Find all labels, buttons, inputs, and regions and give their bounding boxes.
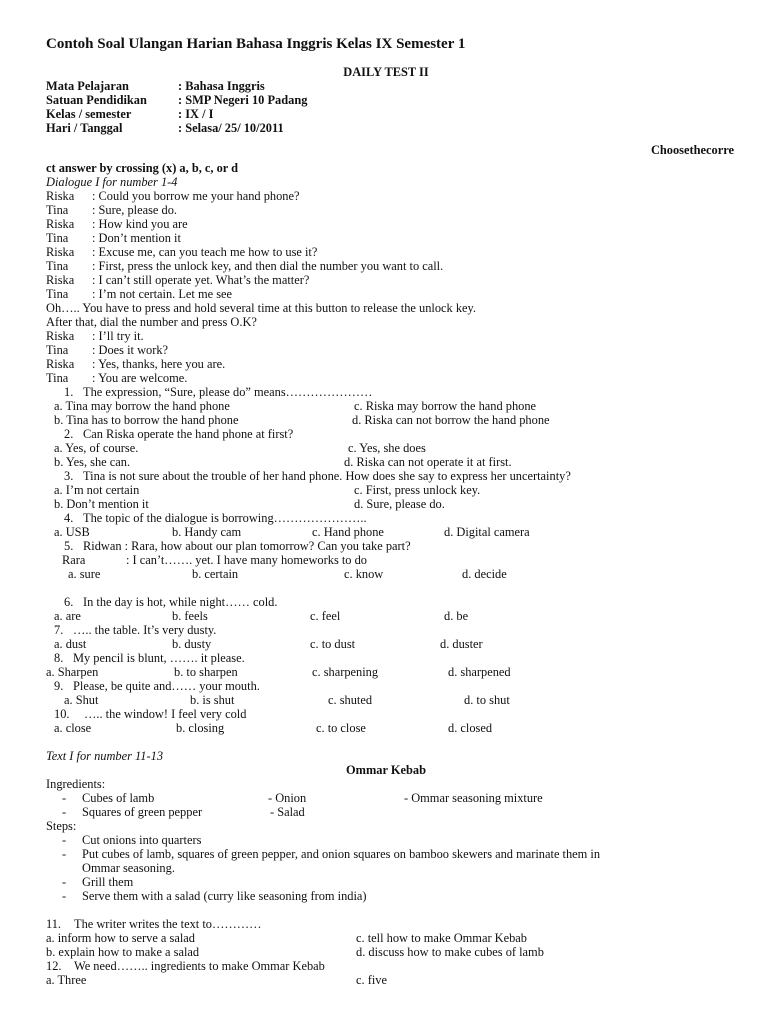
info-block [46,79,726,135]
answer-option[interactable]: c. shuted [328,693,373,707]
dialogue-line: Tina : First, press the unlock key, and then dial the number you want to call. [46,259,444,273]
answer-option[interactable]: d. discuss how to make cubes of lamb [356,945,544,959]
answer-row [46,637,726,651]
answer-row [46,567,726,581]
ingredient: Cubes of lamb [82,791,155,805]
info-row: Mata Pelajaran : Bahasa Inggris [46,79,265,93]
answer-option[interactable]: b. explain how to make a salad [46,945,200,959]
answer-option[interactable]: b. is shut [190,693,235,707]
instruction-part2: ct answer by crossing (x) a, b, c, or d [46,161,239,175]
answer-option[interactable]: b. to sharpen [174,665,238,679]
answer-row [46,497,726,511]
question-2: 2. Can Riska operate the hand phone at first? [64,427,294,441]
answer-option[interactable]: a. sure [68,567,101,581]
answer-option[interactable]: b. Tina has to borrow the hand phone [54,413,239,427]
dialogue-line: Tina : You are welcome. [46,371,188,385]
instruction-part1: Choosethecorre [650,143,734,157]
ingredient: - Salad [270,805,305,819]
answer-option[interactable]: c. sharpening [312,665,379,679]
info-row: Satuan Pendidikan : SMP Negeri 10 Padang [46,93,308,107]
question-9: 9. Please, be quite and…… your mouth. [54,679,260,693]
answer-option[interactable]: d. closed [448,721,493,735]
ingredient: Squares of green pepper [82,805,203,819]
dialogue-line: Tina : Sure, please do. [46,203,177,217]
answer-row [46,413,726,427]
dialogue-line: Riska : Could you borrow me your hand phone? [46,189,300,203]
step-item: - Cut onions into quarters [62,833,202,847]
answer-option[interactable]: c. five [356,973,387,987]
answer-option[interactable]: c. feel [310,609,341,623]
info-row: Kelas / semester : IX / I [46,107,214,121]
answer-option[interactable]: d. Sure, please do. [354,497,445,511]
answer-option[interactable]: a. inform how to serve a salad [46,931,195,945]
dialogue-line: After that, dial the number and press O.K? [46,315,257,329]
answer-option[interactable]: c. to dust [310,637,356,651]
answer-option[interactable]: a. Tina may borrow the hand phone [54,399,230,413]
answer-row [46,931,726,945]
answer-row [46,973,726,987]
step-item: - Serve them with a salad (curry like seasoning from india) [62,889,367,903]
question-8: 8. My pencil is blunt, ……. it please. [54,651,245,665]
answer-option[interactable]: a. Yes, of course. [54,441,139,455]
question-1: 1. The expression, “Sure, please do” means………………… [64,385,373,399]
ingredients-row: - Squares of green pepper - Salad [62,805,305,819]
recipe-title: Ommar Kebab [346,763,426,777]
ingredient: - Ommar seasoning mixture [404,791,543,805]
text-heading: Text I for number 11-13 [46,749,164,763]
dialogue-line: Riska : I’ll try it. [46,329,144,343]
dialogue-line: Riska : I can’t still operate yet. What’s the matter? [46,273,310,287]
question-5: 5. Ridwan : Rara, how about our plan tomorrow? Can you take part? [64,539,411,553]
answer-option[interactable]: a. close [54,721,92,735]
document-title: Contoh Soal Ulangan Harian Bahasa Inggris Kelas IX Semester 1 [46,36,466,52]
answer-option[interactable]: b. certain [192,567,239,581]
test-title: DAILY TEST II [343,65,429,79]
document-page [46,36,734,987]
answer-row [46,455,726,469]
answer-option[interactable]: d. to shut [464,693,510,707]
answer-option[interactable]: a. dust [54,637,87,651]
step-item-continued: Ommar seasoning. [82,861,175,875]
spacer [46,735,726,749]
dialogue-line: Riska : Yes, thanks, here you are. [46,357,226,371]
question-11: 11. The writer writes the text to………… [46,917,262,931]
answer-option[interactable]: d. Riska can not operate it at first. [344,455,512,469]
answer-row [46,721,726,735]
answer-option[interactable]: b. Handy cam [172,525,242,539]
answer-option[interactable]: d. decide [462,567,507,581]
answer-option[interactable]: a. Three [46,973,87,987]
answer-option[interactable]: c. Riska may borrow the hand phone [354,399,537,413]
dialogue-line: Tina : I’m not certain. Let me see [46,287,233,301]
answer-option[interactable]: c. Yes, she does [348,441,426,455]
answer-option[interactable]: c. tell how to make Ommar Kebab [356,931,528,945]
question-10: 10. ….. the window! I feel very cold [54,707,247,721]
dialogue-line: Tina : Does it work? [46,343,169,357]
answer-row [46,665,726,679]
answer-row [46,609,726,623]
ingredients-row: - Cubes of lamb - Onion - Ommar seasoning mixture [62,791,543,805]
spacer [46,903,726,917]
answer-option[interactable]: b. closing [176,721,225,735]
spacer [46,581,726,595]
answer-option[interactable]: a. Sharpen [46,665,99,679]
dialogue-line: Riska : Excuse me, can you teach me how to use it? [46,245,318,259]
step-item: - Grill them [62,875,134,889]
answer-row [46,693,726,707]
dialogue-line: Riska : How kind you are [46,217,188,231]
answer-row [46,399,726,413]
answer-option[interactable]: d. be [444,609,469,623]
info-row: Hari / Tanggal : Selasa/ 25/ 10/2011 [46,121,284,135]
question-7: 7. ….. the table. It’s very dusty. [54,623,217,637]
answer-option[interactable]: a. I’m not certain [54,483,140,497]
question-6: 6. In the day is hot, while night…… cold. [64,595,278,609]
dialogue-line: Tina : Don’t mention it [46,231,181,245]
answer-option[interactable]: a. USB [54,525,90,539]
answer-option[interactable]: d. sharpened [448,665,511,679]
answer-option[interactable]: b. feels [172,609,208,623]
step-item: - Put cubes of lamb, squares of green pepper, and onion squares on bamboo skewers and marinate them in [62,847,601,861]
answer-option[interactable]: b. dusty [172,637,212,651]
ingredient: - Onion [268,791,307,805]
answer-row [46,441,726,455]
answer-option[interactable]: d. Riska can not borrow the hand phone [352,413,550,427]
answer-row [46,945,726,959]
answer-option[interactable]: c. First, press unlock key. [354,483,481,497]
question-5-response: Rara : I can’t……. yet. I have many homeworks to do [62,553,367,567]
answer-option[interactable]: d. Digital camera [444,525,530,539]
dialogue [46,189,726,385]
answer-option[interactable]: c. to close [316,721,366,735]
answer-row [46,525,726,539]
answer-option[interactable]: b. Yes, she can. [54,455,131,469]
question-4: 4. The topic of the dialogue is borrowing………………….. [64,511,367,525]
steps-label: Steps: [46,819,77,833]
dialogue-line: Oh….. You have to press and hold several time at this button to release the unlock key. [46,301,477,315]
dialogue-heading: Dialogue I for number 1-4 [46,175,178,189]
answer-option[interactable]: a. are [54,609,81,623]
ingredients-label: Ingredients: [46,777,106,791]
answer-option[interactable]: c. know [344,567,384,581]
question-12: 12. We need…….. ingredients to make Ommar Kebab [46,959,325,973]
answer-option[interactable]: a. Shut [64,693,99,707]
answer-option[interactable]: b. Don’t mention it [54,497,149,511]
answer-option[interactable]: d. duster [440,637,483,651]
question-3: 3. Tina is not sure about the trouble of her hand phone. How does she say to express her uncertainty? [64,469,571,483]
answer-option[interactable]: c. Hand phone [312,525,384,539]
answer-row [46,483,726,497]
